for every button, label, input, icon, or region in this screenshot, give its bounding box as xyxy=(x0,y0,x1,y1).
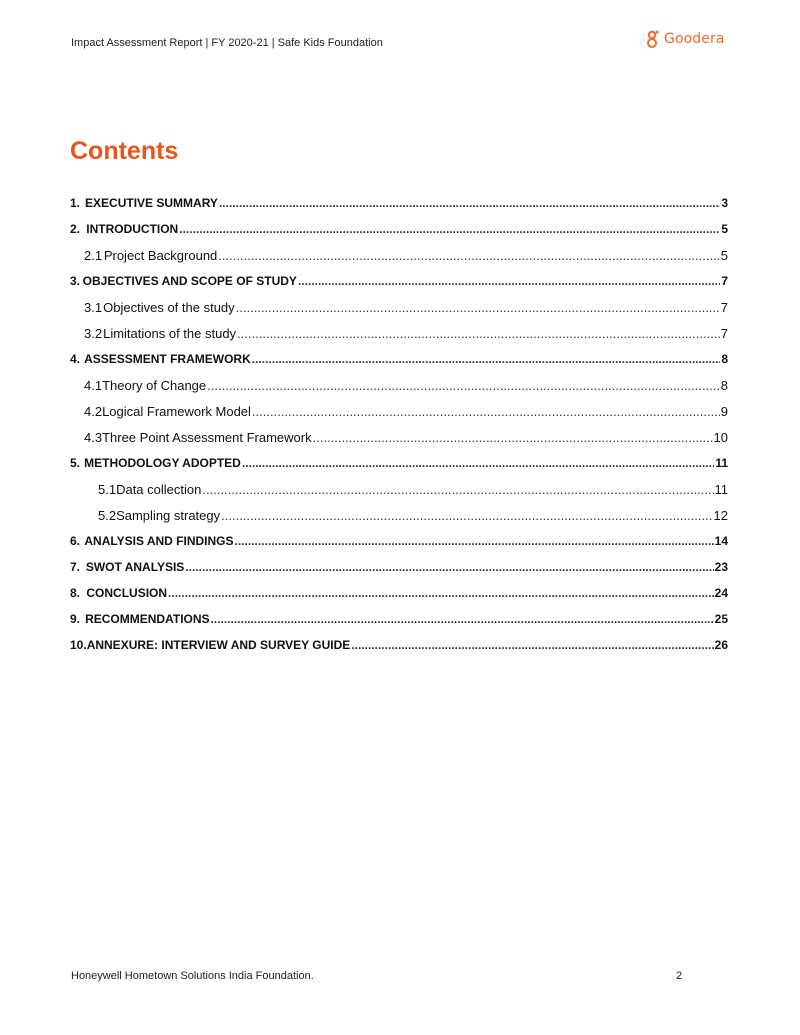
toc-entry-page: 8 xyxy=(720,378,728,393)
toc-entry-page: 8 xyxy=(721,352,728,366)
toc-entry-number: 8. xyxy=(70,586,81,600)
toc-entry-data-collection[interactable] xyxy=(70,482,728,508)
toc-entry-project-background[interactable] xyxy=(70,248,728,274)
toc-dot-leader xyxy=(219,196,720,210)
toc-dot-leader xyxy=(252,352,721,366)
toc-entry-page: 5 xyxy=(721,222,728,236)
toc-entry-page: 25 xyxy=(714,612,728,626)
toc-entry-three-point-assessment[interactable] xyxy=(70,430,728,456)
toc-entry-number: 5. xyxy=(70,456,81,470)
toc-dot-leader xyxy=(242,456,714,470)
toc-entry-number: 7. xyxy=(70,560,81,574)
toc-dot-leader xyxy=(218,248,719,263)
toc-entry-title: METHODOLOGY ADOPTED xyxy=(84,456,241,470)
page-title: Contents xyxy=(70,137,179,165)
toc-entry-swot-analysis[interactable] xyxy=(70,560,728,586)
goodera-logo-icon xyxy=(647,29,659,49)
goodera-logo xyxy=(647,28,725,50)
toc-entry-page: 14 xyxy=(714,534,728,548)
toc-dot-leader xyxy=(252,404,720,419)
toc-dot-leader xyxy=(168,586,714,600)
toc-dot-leader xyxy=(236,300,720,315)
toc-entry-methodology-adopted[interactable] xyxy=(70,456,728,482)
toc-entry-title: OBJECTIVES AND SCOPE OF STUDY xyxy=(82,274,297,288)
toc-entry-assessment-framework[interactable] xyxy=(70,352,728,378)
toc-dot-leader xyxy=(185,560,713,574)
toc-entry-page: 7 xyxy=(720,326,728,341)
toc-entry-page: 10 xyxy=(713,430,728,445)
toc-entry-title: Sampling strategy xyxy=(116,508,221,523)
toc-entry-number: 2. xyxy=(70,222,81,236)
toc-entry-number: 4.3 xyxy=(84,430,103,445)
toc-entry-title: Logical Framework Model xyxy=(102,404,251,419)
toc-entry-title: INTRODUCTION xyxy=(86,222,179,236)
toc-dot-leader xyxy=(207,378,720,393)
toc-entry-introduction[interactable] xyxy=(70,222,728,248)
toc-entry-objectives-of-study[interactable] xyxy=(70,300,728,326)
toc-entry-number: 3.1 xyxy=(84,300,103,315)
toc-entry-page: 26 xyxy=(714,638,728,652)
toc-entry-number: 3.2 xyxy=(84,326,103,341)
toc-entry-number: 4.1 xyxy=(84,378,103,393)
running-header-title: Impact Assessment Report | FY 2020-21 | Safe Kids Foundation xyxy=(71,37,383,49)
toc-entry-page: 11 xyxy=(715,456,728,470)
toc-entry-number: 6. xyxy=(70,534,81,548)
goodera-logo-text: Goodera xyxy=(664,31,725,47)
toc-dot-leader xyxy=(351,638,713,652)
toc-entry-logical-framework-model[interactable] xyxy=(70,404,728,430)
toc-entry-title: ASSESSMENT FRAMEWORK xyxy=(84,352,251,366)
toc-dot-leader xyxy=(179,222,720,236)
toc-entry-page: 7 xyxy=(721,274,728,288)
footer-organization: Honeywell Hometown Solutions India Foundation. xyxy=(71,970,314,982)
toc-entry-number: 1. xyxy=(70,196,81,210)
toc-entry-title: EXECUTIVE SUMMARY xyxy=(85,196,218,210)
toc-entry-number: 10. xyxy=(70,638,87,652)
toc-entry-page: 24 xyxy=(714,586,728,600)
toc-dot-leader xyxy=(211,612,714,626)
toc-entry-title: CONCLUSION xyxy=(86,586,168,600)
toc-entry-title: ANALYSIS AND FINDINGS xyxy=(84,534,234,548)
toc-entry-page: 3 xyxy=(721,196,728,210)
toc-entry-objectives-and-scope[interactable] xyxy=(70,274,728,300)
toc-entry-title: Project Background xyxy=(103,248,218,263)
toc-entry-title: Limitations of the study xyxy=(103,326,237,341)
toc-entry-page: 23 xyxy=(714,560,728,574)
toc-entry-number: 4.2 xyxy=(84,404,103,419)
toc-entry-page: 12 xyxy=(713,508,728,523)
toc-entry-page: 7 xyxy=(720,300,728,315)
toc-entry-executive-summary[interactable] xyxy=(70,196,728,222)
toc-entry-annexure[interactable] xyxy=(70,638,728,664)
toc-entry-recommendations[interactable] xyxy=(70,612,728,638)
toc-entry-number: 3. xyxy=(70,274,81,288)
toc-entry-theory-of-change[interactable] xyxy=(70,378,728,404)
toc-entry-title: Data collection xyxy=(116,482,202,497)
toc-entry-number: 5.2 xyxy=(98,508,117,523)
toc-entry-page: 11 xyxy=(714,482,728,497)
table-of-contents xyxy=(70,196,728,664)
toc-entry-title: Objectives of the study xyxy=(103,300,235,315)
toc-dot-leader xyxy=(235,534,714,548)
toc-entry-number: 4. xyxy=(70,352,81,366)
toc-entry-analysis-and-findings[interactable] xyxy=(70,534,728,560)
toc-dot-leader xyxy=(298,274,720,288)
toc-dot-leader xyxy=(313,430,713,445)
toc-entry-title: Theory of Change xyxy=(102,378,207,393)
toc-entry-sampling-strategy[interactable] xyxy=(70,508,728,534)
footer-page-number: 2 xyxy=(676,970,683,982)
toc-entry-page: 5 xyxy=(720,248,728,263)
toc-dot-leader xyxy=(237,326,720,341)
toc-entry-title: ANNEXURE: INTERVIEW AND SURVEY GUIDE xyxy=(86,638,351,652)
toc-entry-page: 9 xyxy=(720,404,728,419)
toc-entry-title: RECOMMENDATIONS xyxy=(85,612,210,626)
toc-entry-title: Three Point Assessment Framework xyxy=(102,430,312,445)
toc-entry-conclusion[interactable] xyxy=(70,586,728,612)
toc-entry-limitations-of-study[interactable] xyxy=(70,326,728,352)
toc-entry-title: SWOT ANALYSIS xyxy=(85,560,185,574)
toc-dot-leader xyxy=(221,508,712,523)
toc-dot-leader xyxy=(202,482,713,497)
toc-entry-number: 2.1 xyxy=(84,248,103,263)
toc-entry-number: 5.1 xyxy=(98,482,117,497)
toc-entry-number: 9. xyxy=(70,612,81,626)
